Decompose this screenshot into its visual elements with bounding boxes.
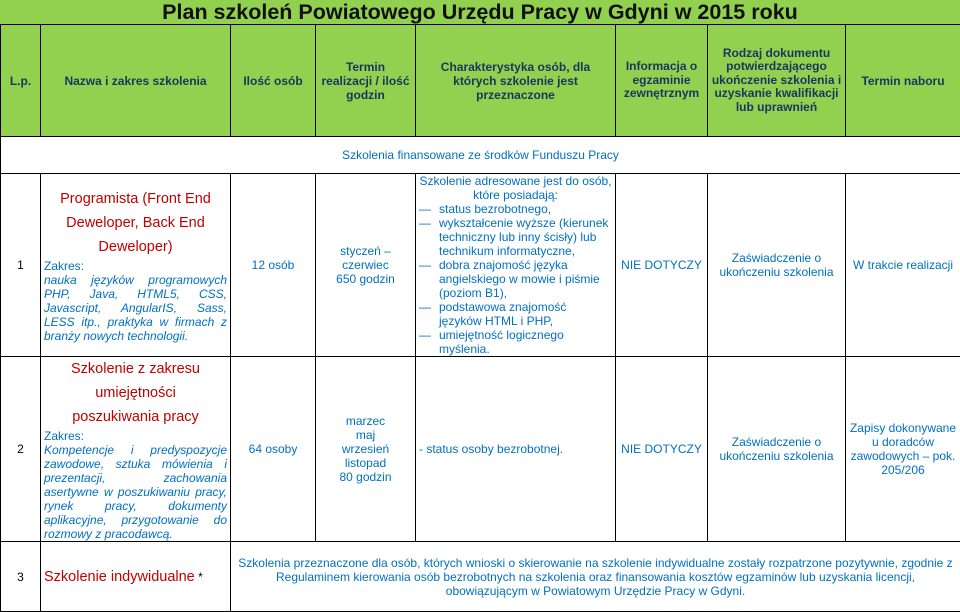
header-count: Ilość osób (231, 25, 316, 137)
page-title: Plan szkoleń Powiatowego Urzędu Pracy w Gdyni w 2015 roku (0, 0, 960, 24)
training-title: Szkolenie indywidualne (44, 569, 195, 585)
header-name: Nazwa i zakres szkolenia (41, 25, 231, 137)
requirements-intro: Szkolenie adresowane jest do osób, które posiadają: (419, 174, 612, 202)
term-date: listopad (319, 456, 412, 470)
requirement-item: — umiejętność logicznego myślenia. (419, 328, 612, 356)
training-title: Szkolenie z zakresu umiejętności poszukiwania pracy (50, 357, 221, 429)
section-label: Szkolenia finansowane ze środków Funduszu Pracy (1, 137, 960, 174)
row-requirements: - status osoby bezrobotnej. (416, 357, 616, 542)
row-lp: 3 (1, 542, 41, 612)
zakres-label: Zakres: (44, 259, 227, 273)
zakres-label: Zakres: (44, 429, 227, 443)
header-recruitment: Termin naboru (846, 25, 960, 137)
term-hours: 80 godzin (319, 470, 412, 484)
row-note: Szkolenia przeznaczone dla osób, których wnioski o skierowanie na szkolenie indywidualne zostały rozpatrzone pozytywnie, zgodnie z Regulaminem kierowania osób bezrobotnych na szkolenia oraz finansowania kosztów egzaminów lub uzyskania licencji, obowiązującym w Powiatowym Urzędzie Pracy w Gdyni. (231, 542, 960, 612)
term-date: marzec (319, 414, 412, 428)
term-dates: styczeń – czerwiec (319, 244, 412, 272)
row-training-name (41, 542, 231, 612)
row-count: 12 osób (231, 174, 316, 357)
row-lp: 2 (1, 357, 41, 542)
row-exam: NIE DOTYCZY (616, 357, 708, 542)
term-date: maj (319, 428, 412, 442)
training-title: Programista (Front End Deweloper, Back End Deweloper) (50, 187, 221, 259)
table-row (1, 542, 960, 612)
zakres-text: nauka języków programowych PHP, Java, HTML5, CSS, Javascript, AngularIS, Sass, LESS itp., praktyka w firmach z branży nowych technologii. (44, 273, 227, 343)
zakres-text: Kompetencje i predyspozycje zawodowe, sztuka mówienia i prezentacji, zachowania asertywne w poszukiwaniu pracy, rynek pracy, dokumenty aplikacyjne, przygotowanie do rozmowy z pracodawcą. (44, 443, 227, 541)
row-recruitment: W trakcie realizacji (846, 174, 960, 357)
requirement-item: — wykształcenie wyższe (kierunek techniczny lub inny ścisły) lub technikum informatyczne, (419, 216, 612, 258)
row-requirements (416, 174, 616, 357)
training-plan-table (0, 24, 960, 612)
row-document: Zaświadczenie o ukończeniu szkolenia (708, 357, 846, 542)
row-document: Zaświadczenie o ukończeniu szkolenia (708, 174, 846, 357)
requirement-item: — status bezrobotnego, (419, 202, 612, 216)
term-date: wrzesień (319, 442, 412, 456)
row-count: 64 osoby (231, 357, 316, 542)
table-row (1, 357, 960, 542)
header-term: Termin realizacji / ilość godzin (316, 25, 416, 137)
table-header-row (1, 25, 960, 137)
row-exam: NIE DOTYCZY (616, 174, 708, 357)
section-row (1, 137, 960, 174)
footnote-star: * (198, 570, 203, 584)
header-exam: Informacja o egzaminie zewnętrznym (616, 25, 708, 137)
term-hours: 650 godzin (319, 272, 412, 286)
header-document: Rodzaj dokumentu potwierdzającego ukończenie szkolenia i uzyskanie kwalifikacji lub uprawnień (708, 25, 846, 137)
requirements-list (419, 202, 612, 356)
row-term (316, 357, 416, 542)
row-term (316, 174, 416, 357)
table-row (1, 174, 960, 357)
row-lp: 1 (1, 174, 41, 357)
requirement-item: — dobra znajomość języka angielskiego w mowie i piśmie (poziom B1), (419, 258, 612, 300)
row-recruitment: Zapisy dokonywane u doradców zawodowych – pok. 205/206 (846, 357, 960, 542)
header-characteristics: Charakterystyka osób, dla których szkolenie jest przeznaczone (416, 25, 616, 137)
row-training-name (41, 357, 231, 542)
header-lp: L.p. (1, 25, 41, 137)
requirement-item: — podstawowa znajomość języków HTML i PHP, (419, 300, 612, 328)
row-training-name (41, 174, 231, 357)
